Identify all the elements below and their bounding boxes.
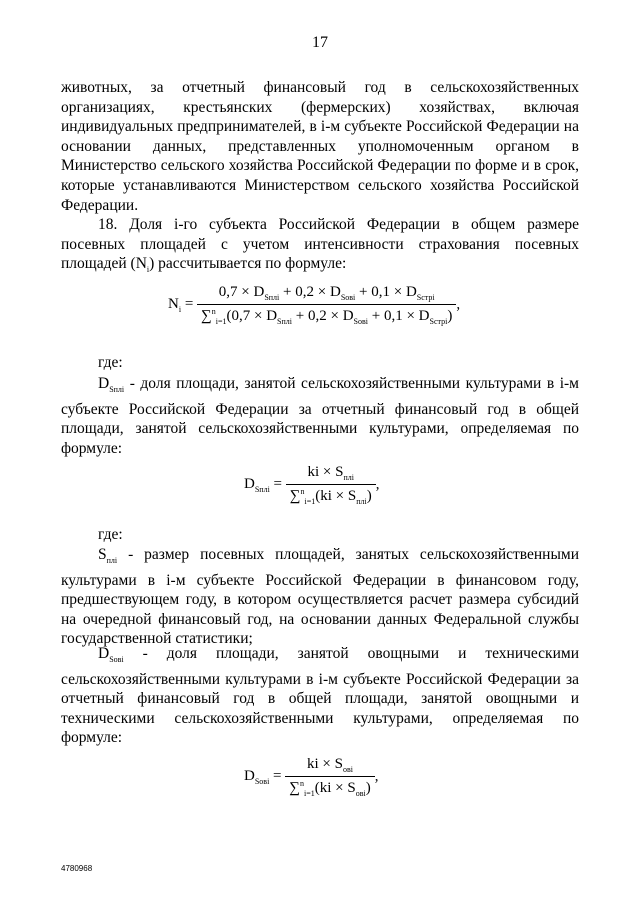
d-pl-description: - доля площади, занятой сельскохозяйственными культурами в i-м субъекте Российской Федерации за отчетный финансовый год в общей площади, занятой сельскохозяйственными культурами, определяемая по формуле:: [61, 375, 579, 457]
formula-d-pl-numerator: ki × $S_{плi}$: [286, 464, 376, 485]
formula-d-ov-denominator: $\sum^n_{i=1}(ki \times S_{овi})$: [289, 779, 371, 798]
formula-d-ov-numerator: ki × $S_{овi}$: [285, 756, 374, 777]
where-label-2: где:: [98, 526, 123, 543]
page-number: 17: [312, 34, 328, 51]
paragraph-18-text: 18. Доля i-го субъекта Российской Федерации в общем размере посевных площадей с учетом интенсивности страхования посевных площадей (N: [61, 216, 579, 273]
formula-d-pl-denominator: $\sum^n_{i=1}(ki \times S_{плi})$: [289, 487, 372, 506]
formula-n-lhs: $N_i$ =: [168, 296, 198, 315]
formula-n: $N_i$ = $\frac{0,7 \times D_{Sплi} + 0,2 \times D_{Sовi} + 0,1 \times D_{Sстрi}}{\sum^n_{i=1}(0,7 \times D_{Sплi} + 0,2 \times D_{Sовi} + 0,1 \times D_{Sстрi})}$ ,: [168, 284, 461, 326]
d-ov-description: - доля площади, занятой овощными и техническими сельскохозяйственными культурами в i-м субъекте Российской Федерации за отчетный финансовый год в общей площади, занятой овощными и техническими сельскохозяйственными культурами, определяемая по формуле:: [61, 645, 579, 747]
formula-d-pl-lhs: $D_{Sплi}$ =: [244, 476, 286, 495]
where-label-1: где:: [98, 354, 123, 371]
formula-d-ov: $D_{Sовi}$ = $\frac{ki \times S_{овi}}{\sum^n_{i=1}(ki \times S_{овi})}$ ,: [244, 756, 379, 798]
symbol-d: D: [98, 375, 110, 392]
paragraph-d-ov: [61, 644, 579, 748]
sub-pl: плi: [106, 556, 118, 566]
paragraph-18: [61, 215, 579, 280]
paragraph-continuation: животных, за отчетный финансовый год в сельскохозяйственных организациях, крестьянских (фермерских) хозяйствах, включая индивидуальных предпринимателей, в i-м субъекте Российской Федерации на основании данных, представленных уполномоченным органом в Министерство сельского хозяйства Российской Федерации по форме и в срок, которые устанавливаются Министерством сельского хозяйства Российской Федерации.: [61, 79, 579, 214]
paragraph-d-pl: [61, 374, 579, 458]
formula-n-denominator: $\sum^n_{i=1}(0,7 \times D_{Sплi} + 0,2 \times D_{Sовi} + 0,1 \times D_{Sстрi})$: [201, 307, 453, 326]
paragraph-18-sub: i: [146, 265, 150, 275]
document-code: 4780968: [61, 864, 93, 873]
formula-d-pl-fraction: [286, 464, 376, 506]
symbol-n: N: [168, 296, 179, 313]
formula-d-ov-lhs: $D_{Sовi}$ =: [244, 768, 286, 787]
formula-d-pl: $D_{Sплi}$ = $\frac{ki \times S_{плi}}{\sum^n_{i=1}(ki \times S_{плi})}$ ,: [244, 464, 380, 506]
symbol-d-ov: D: [98, 645, 110, 662]
formula-n-numerator: $0,7 \times D_{Sплi} + 0,2 \times D_{Sовi} + 0,1 \times D_{Sстрi}$: [197, 284, 456, 305]
formula-n-fraction: [197, 284, 456, 326]
sub-i: i: [178, 305, 182, 315]
paragraph-18-suffix: ) рассчитывается по формуле:: [149, 255, 347, 273]
paragraph-s-pl: [61, 545, 579, 649]
symbol-s: S: [98, 546, 107, 563]
formula-d-ov-fraction: [285, 756, 374, 798]
s-pl-description: - размер посевных площадей, занятых сельскохозяйственными культурами в i-м субъекте Российской Федерации в финансовом году, предшествующем году, в котором осуществляется расчет размера субсидий на очередной финансовый год, на основании данных Федеральной службы государственной статистики;: [61, 546, 579, 648]
sub-spl: Sплi: [109, 385, 125, 395]
sub-sov: Sовi: [109, 655, 124, 665]
